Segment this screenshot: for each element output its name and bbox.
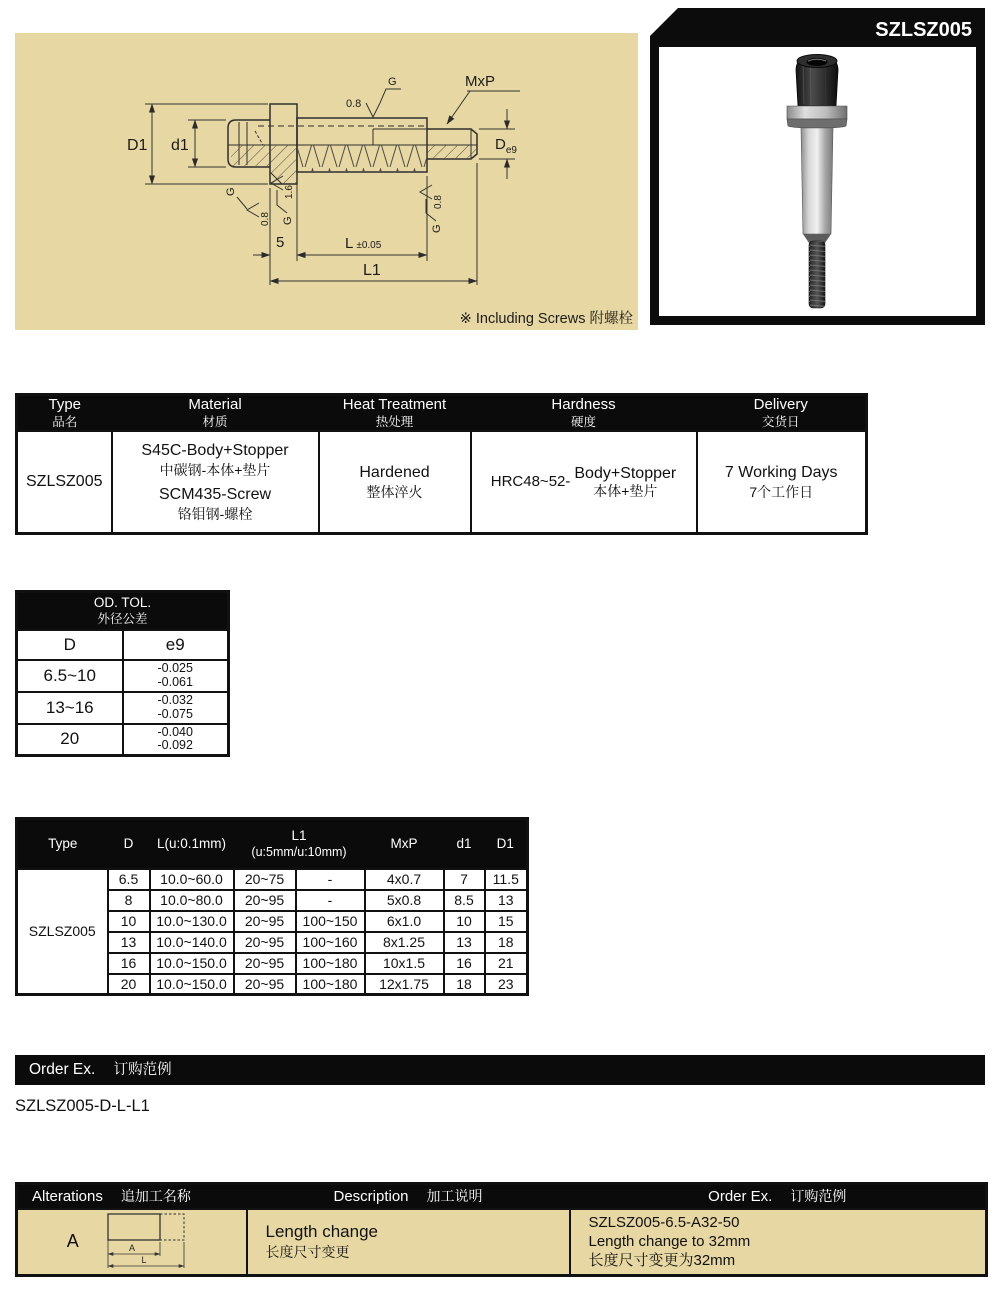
dim-header-mxp: MxP bbox=[365, 819, 444, 869]
spec-heat-cell: Hardened 整体淬火 bbox=[319, 431, 471, 533]
spec-material-cell: S45C-Body+Stopper 中碳钢-本体+垫片 SCM435-Screw 铬钼钢-螺栓 bbox=[112, 431, 319, 533]
technical-drawing-panel bbox=[15, 33, 638, 330]
spec-header-type: Type 品名 bbox=[17, 395, 112, 432]
dim-row: 10 10.0~130.0 20~95 100~150 6x1.0 10 15 bbox=[17, 911, 528, 932]
dim-header-d: D bbox=[108, 819, 150, 869]
dim-row: 16 10.0~150.0 20~95 100~180 10x1.5 16 21 bbox=[17, 953, 528, 974]
including-screws-note: ※ Including Screws 附螺栓 bbox=[459, 311, 633, 327]
alteration-code: A bbox=[66, 1231, 79, 1251]
spec-header-heat: Heat Treatment 热处理 bbox=[319, 395, 471, 432]
dim-row: 20 10.0~150.0 20~95 100~180 12x1.75 18 23 bbox=[17, 974, 528, 995]
spec-table bbox=[15, 393, 868, 535]
label-dim5: 5 bbox=[276, 234, 285, 251]
label-D1: D1 bbox=[127, 137, 148, 154]
spec-data-row bbox=[17, 431, 867, 533]
dim-header-l1: L1 (u:5mm/u:10mm) bbox=[234, 819, 365, 869]
spec-header-material: Material 材质 bbox=[112, 395, 319, 432]
odtol-title: OD. TOL. 外径公差 bbox=[17, 592, 229, 630]
dim-header-row bbox=[17, 819, 528, 869]
alteration-description-cell: Length change 长度尺寸变更 bbox=[247, 1209, 570, 1276]
label-rough-a-g: G bbox=[225, 187, 237, 196]
spec-delivery-cell: 7 Working Days 7个工作日 bbox=[697, 431, 867, 533]
order-example-title-zh: 订购范例 bbox=[113, 1062, 172, 1078]
dim-row: 13 10.0~140.0 20~95 100~160 8x1.25 13 18 bbox=[17, 932, 528, 953]
odtol-row: 20 -0.040 -0.092 bbox=[17, 724, 229, 756]
spec-header-row bbox=[17, 395, 867, 432]
technical-drawing bbox=[15, 33, 638, 330]
dim-row: SZLSZ005 6.5 10.0~60.0 20~75 - 4x0.7 7 11.5 bbox=[17, 869, 528, 890]
dim-header-l: L(u:0.1mm) bbox=[150, 819, 234, 869]
alteration-diagram bbox=[105, 1210, 197, 1274]
label-dimL: L ±0.05 bbox=[345, 235, 382, 252]
description-header: Description 加工说明 bbox=[247, 1184, 570, 1209]
spec-hardness-cell: HRC48~52- Body+Stopper 本体+垫片 bbox=[471, 431, 697, 533]
odtol-col-d: D bbox=[17, 630, 123, 660]
alteration-row bbox=[17, 1209, 987, 1276]
odtol-row: 13~16 -0.032 -0.075 bbox=[17, 692, 229, 724]
dim-type-cell: SZLSZ005 bbox=[17, 869, 108, 995]
dim-header-d1: d1 bbox=[444, 819, 485, 869]
dim-header-D1: D1 bbox=[485, 819, 528, 869]
alterations-header-row bbox=[17, 1184, 987, 1209]
alterations-table bbox=[15, 1182, 988, 1277]
product-photo-panel bbox=[650, 8, 985, 325]
label-rough-c-g: G bbox=[431, 224, 443, 233]
label-rough-b-g: G bbox=[282, 216, 294, 225]
diagram-label-a: A bbox=[128, 1242, 135, 1253]
od-tolerance-table bbox=[15, 590, 230, 757]
label-rough-b-val: 1.6 bbox=[284, 185, 295, 199]
order-example-title-en: Order Ex. bbox=[29, 1061, 96, 1078]
label-rough-top-g: G bbox=[388, 76, 397, 88]
dim-header-type: Type bbox=[17, 819, 108, 869]
label-rough-a-val: 0.8 bbox=[260, 212, 271, 226]
label-rough-c-val: 0.8 bbox=[433, 195, 444, 209]
odtol-row: 6.5~10 -0.025 -0.061 bbox=[17, 660, 229, 692]
alterations-header: Alterations 追加工名称 bbox=[17, 1184, 247, 1209]
product-photo bbox=[650, 8, 985, 325]
alteration-order-cell: SZLSZ005-6.5-A32-50 Length change to 32mm 长度尺寸变更为32mm bbox=[570, 1209, 987, 1276]
alteration-code-cell bbox=[17, 1209, 247, 1276]
label-MxP: MxP bbox=[465, 73, 495, 90]
spec-header-delivery: Delivery 交货日 bbox=[697, 395, 867, 432]
spec-header-hardness: Hardness 硬度 bbox=[471, 395, 697, 432]
dimension-labels bbox=[127, 73, 633, 327]
odtol-subheader-row bbox=[17, 630, 229, 660]
label-d1: d1 bbox=[171, 137, 189, 154]
spec-type-cell: SZLSZ005 bbox=[17, 431, 112, 533]
diagram-label-l: L bbox=[141, 1254, 147, 1265]
photo-product-code: SZLSZ005 bbox=[875, 19, 972, 41]
label-rough-top-val: 0.8 bbox=[346, 98, 362, 110]
odtol-col-e9: e9 bbox=[123, 630, 229, 660]
label-dimL1: L1 bbox=[363, 262, 381, 279]
label-De9: $D_{e9}$ bbox=[495, 136, 517, 156]
dimension-lines bbox=[145, 91, 520, 285]
dim-row: 8 10.0~80.0 20~95 - 5x0.8 8.5 13 bbox=[17, 890, 528, 911]
dimension-table bbox=[15, 817, 529, 996]
order-ex-header: Order Ex. 订购范例 bbox=[570, 1184, 987, 1209]
section-hatching bbox=[231, 145, 477, 184]
order-example-bar bbox=[15, 1055, 985, 1085]
order-example-code: SZLSZ005-D-L-L1 bbox=[15, 1097, 150, 1115]
